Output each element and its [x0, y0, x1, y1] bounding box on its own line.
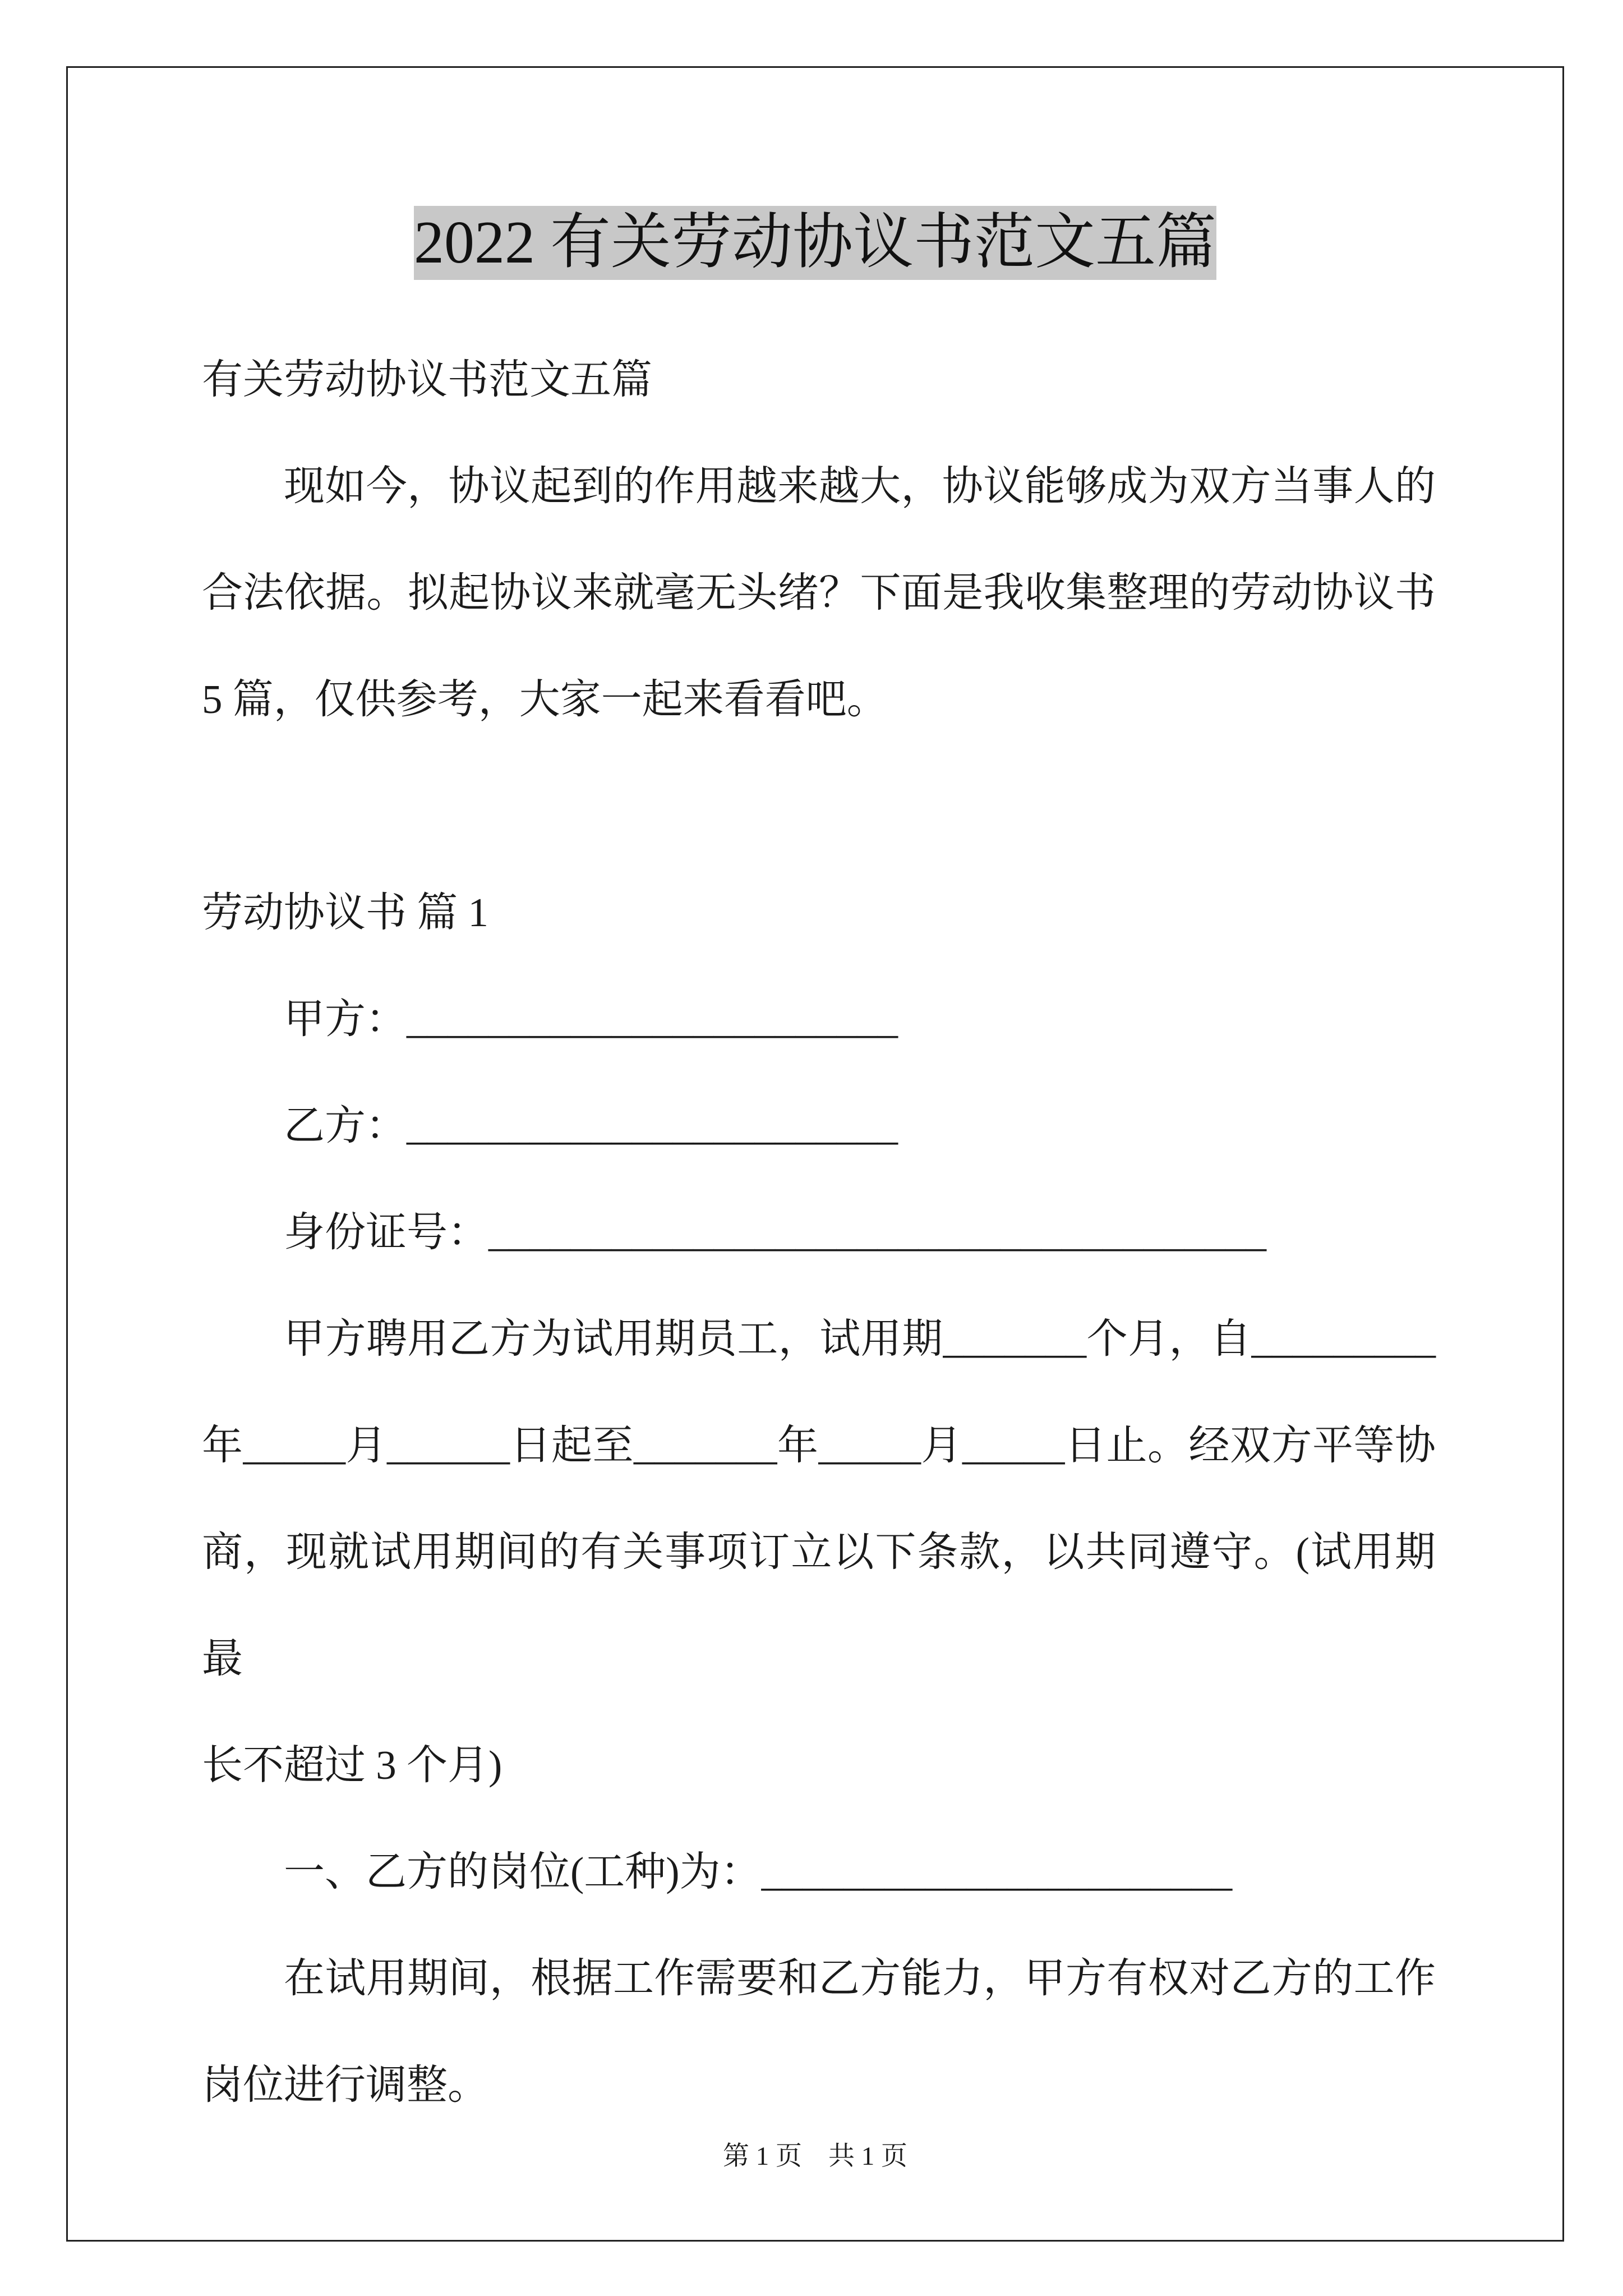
- party-a-field: 甲方：________________________: [284, 996, 898, 1042]
- clause-1-detail-line: 在试用期间，根据工作需要和乙方能力，甲方有权对乙方的工作: [284, 1955, 1436, 2001]
- page-footer: [66, 2139, 1564, 2173]
- document-body: [202, 326, 1436, 2138]
- document-title: 2022 有关劳动协议书范文五篇: [414, 206, 1216, 280]
- probation-line: 长不超过 3 个月): [202, 1742, 502, 1788]
- probation-line: 年_____月______日起至_______年_____月_____日止。经双方平等协: [202, 1423, 1436, 1468]
- intro-line: 合法依据。拟起协议来就毫无头绪？下面是我收集整理的劳动协议书: [202, 570, 1436, 615]
- document-heading: 有关劳动协议书范文五篇: [202, 357, 652, 402]
- id-number-field: 身份证号：______________________________________: [284, 1209, 1266, 1255]
- clause-1-detail-line: 岗位进行调整。: [202, 2062, 488, 2108]
- probation-line: 甲方聘用乙方为试用期员工，试用期_______个月，自_________: [284, 1316, 1436, 1361]
- title-container: [66, 206, 1564, 280]
- section-title: 劳动协议书 篇 1: [202, 890, 488, 935]
- intro-line: 现如今，协议起到的作用越来越大，协议能够成为双方当事人的: [284, 463, 1436, 509]
- intro-line: 5 篇，仅供参考，大家一起来看看吧。: [202, 677, 888, 722]
- page-indicator: 第 1 页 共 1 页: [723, 2142, 907, 2171]
- party-b-field: 乙方：________________________: [284, 1103, 898, 1148]
- paragraph-spacer: [202, 753, 1436, 859]
- clause-1-position-field: 一、乙方的岗位(工种)为：_______________________: [284, 1849, 1233, 1894]
- probation-line: 商，现就试用期间的有关事项订立以下条款，以共同遵守。(试用期最: [202, 1529, 1436, 1681]
